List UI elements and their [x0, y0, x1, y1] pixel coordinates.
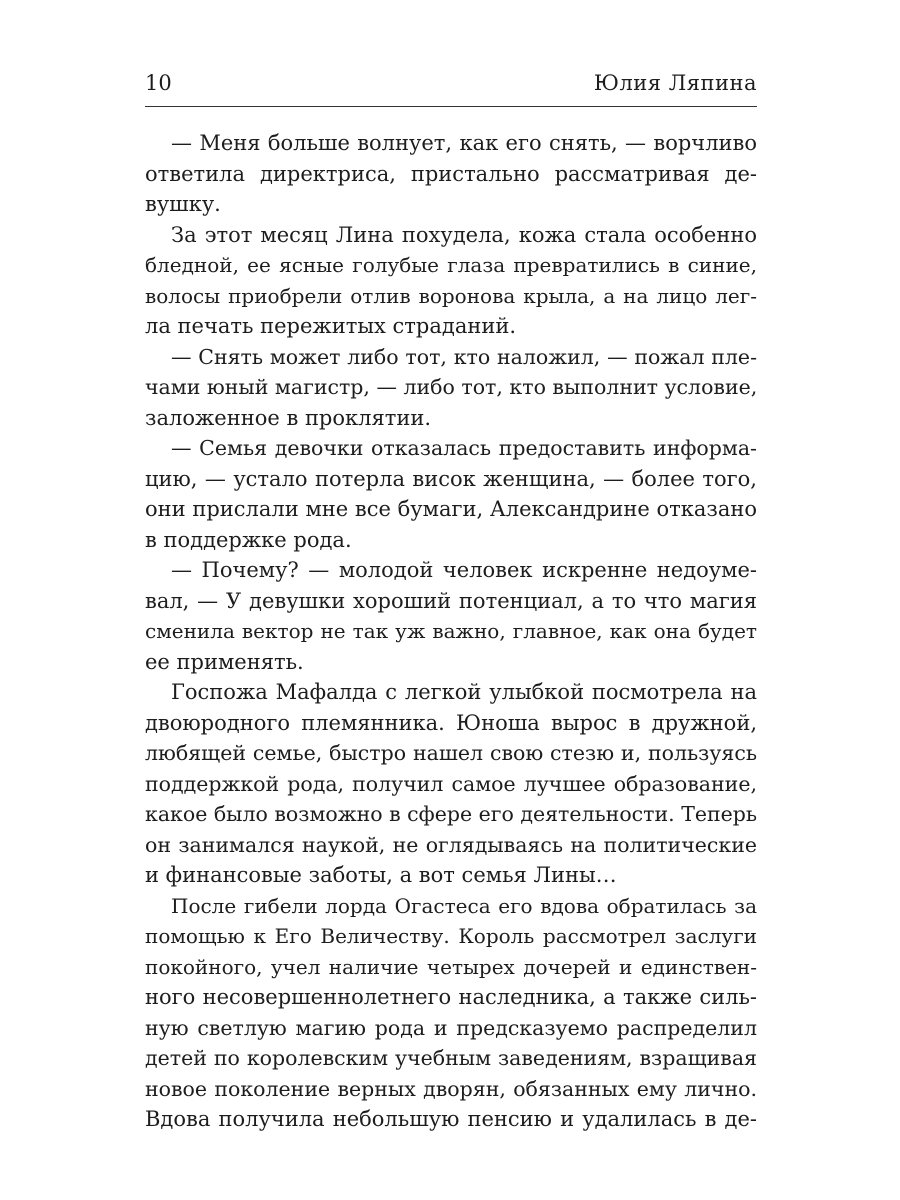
- text-line: помощью к Его Величеству. Король рассмотрел заслуги: [145, 924, 757, 948]
- text-line: сменила вектор не так уж важно, главное, как она будет: [145, 619, 757, 643]
- text-line: в поддержке рода.: [145, 527, 352, 552]
- body-text: [145, 128, 757, 1135]
- text-line: — Почему? — молодой человек искренне недоуме-: [171, 558, 757, 582]
- text-line: цию, — устало потерла висок женщина, — более того,: [145, 466, 757, 491]
- text-line: покойного, учел наличие четырех дочерей и единствен-: [145, 954, 757, 979]
- text-line: За этот месяц Лина похудела, кожа стала особенно: [171, 222, 757, 247]
- text-line: чами юный магистр, — либо тот, кто выполнит условие,: [145, 375, 758, 399]
- text-line: заложенное в проклятии.: [145, 405, 432, 430]
- text-line: он занимался наукой, не оглядываясь на политические: [145, 832, 757, 857]
- text-line: двоюродного племянника. Юноша вырос в дружной,: [145, 710, 757, 735]
- text-line: бледной, ее ясные голубые глаза превратились в синие,: [145, 253, 757, 277]
- header-rule: [145, 106, 757, 107]
- text-line: они прислали мне все бумаги, Александрине отказано: [145, 497, 757, 521]
- text-line: — Меня больше волнует, как его снять, — ворчливо: [171, 131, 757, 155]
- page-header: [145, 68, 757, 98]
- text-line: — Семья девочки отказалась предоставить информа-: [171, 436, 757, 460]
- text-line: вушку.: [145, 192, 221, 216]
- text-line: ного несовершеннолетнего наследника, а также силь-: [145, 985, 757, 1009]
- text-line: ответила директриса, пристально рассматривая де-: [145, 161, 757, 186]
- text-line: — Снять может либо тот, кто наложил, — пожал пле-: [171, 344, 757, 369]
- page-number: 10: [145, 71, 172, 95]
- text-line: волосы приобрели отлив воронова крыла, а на лицо лег-: [145, 283, 757, 308]
- text-line: ла печать пережитых страданий.: [145, 314, 517, 338]
- text-line: и финансовые заботы, а вот семья Лины…: [145, 863, 617, 887]
- text-line: После гибели лорда Огастеса его вдова обратилась за: [171, 893, 757, 918]
- text-line: новое поколение верных дворян, обязанных ему лично.: [145, 1076, 757, 1101]
- text-line: ее применять.: [145, 649, 304, 674]
- text-line: Госпожа Мафалда с легкой улыбкой посмотрела на: [171, 680, 757, 704]
- running-title: Юлия Ляпина: [593, 71, 757, 95]
- text-line: вал, — У девушки хороший потенциал, а то что магия: [145, 588, 757, 613]
- text-line: поддержкой рода, получил самое лучшее образование,: [145, 771, 757, 796]
- text-line: любящей семье, быстро нашел свою стезю и, пользуясь: [145, 741, 757, 765]
- text-line: детей по королевским учебным заведениям, взращивая: [145, 1046, 757, 1070]
- text-line: какое было возможно в сфере его деятельности. Теперь: [145, 802, 758, 826]
- text-line: Вдова получила небольшую пенсию и удалилась в де-: [145, 1107, 757, 1131]
- text-line: ную светлую магию рода и предсказуемо распределил: [145, 1015, 757, 1040]
